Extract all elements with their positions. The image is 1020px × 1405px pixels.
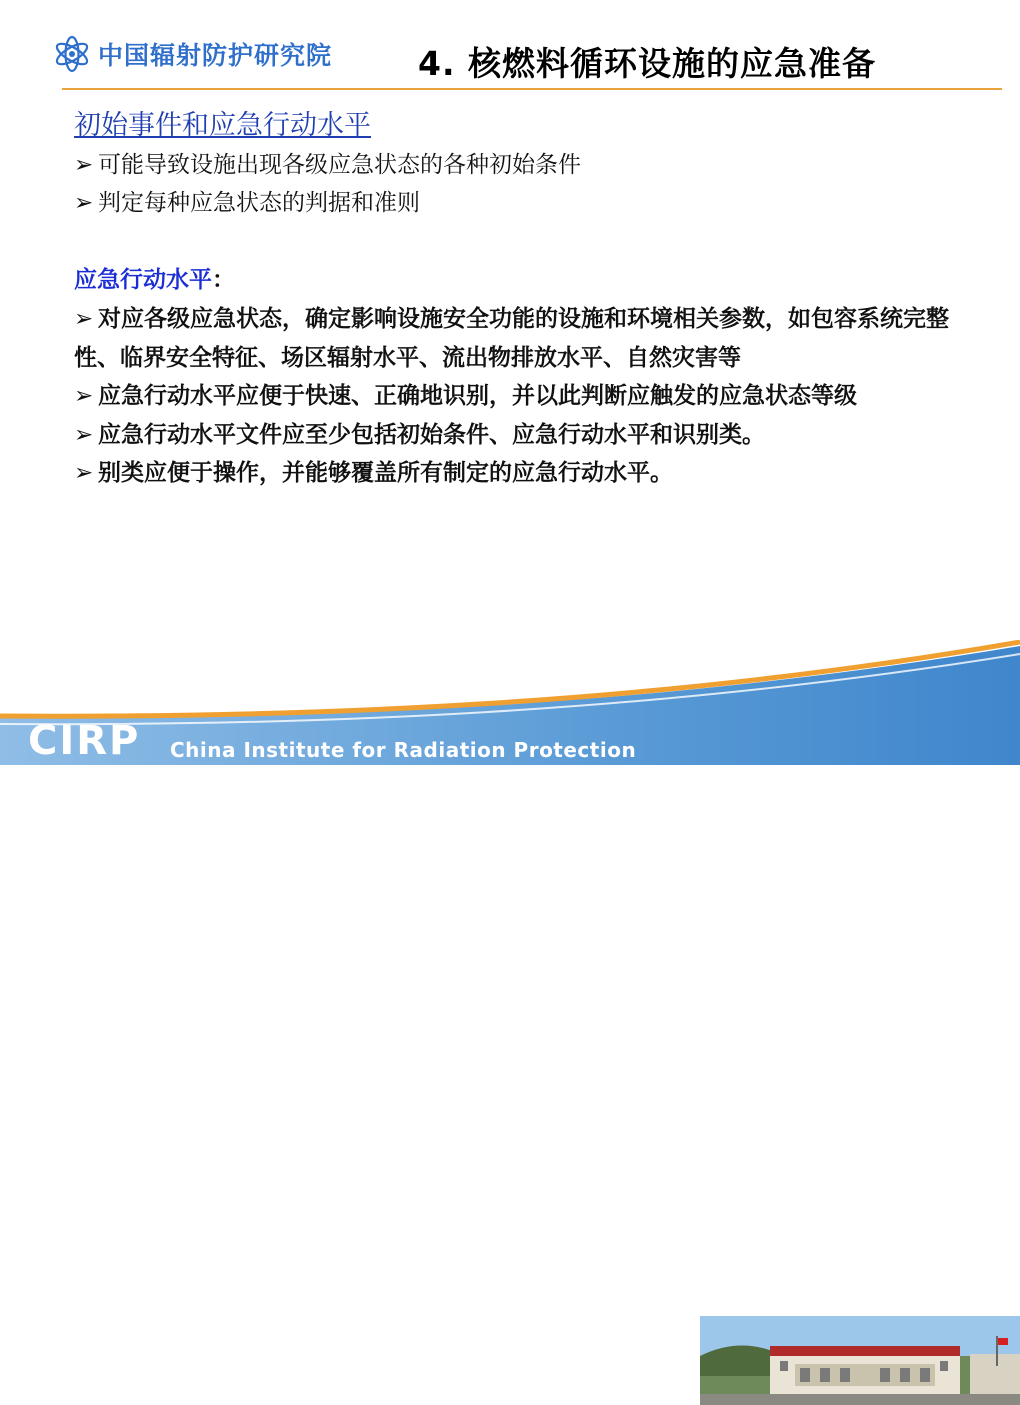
list-item: ➢ 应急行动水平应便于快速、正确地识别，并以此判断应触发的应急状态等级: [74, 377, 974, 416]
bullet-arrow-icon: ➢: [74, 383, 94, 409]
footer-org-name: China Institute for Radiation Protection: [170, 738, 637, 762]
bullet-arrow-icon: ➢: [74, 152, 94, 178]
bullet-arrow-icon: ➢: [74, 190, 94, 216]
org-logo: [52, 34, 332, 74]
bullet-arrow-icon: ➢: [74, 421, 94, 448]
slide-content: [74, 106, 974, 493]
subheading: 应急行动水平：: [74, 267, 235, 293]
building-photo: [700, 1316, 1020, 1405]
atom-icon: [52, 34, 92, 74]
section-link[interactable]: 初始事件和应急行动水平: [74, 110, 371, 141]
list-item: ➢ 判定每种应急状态的判据和准则: [74, 184, 974, 222]
list-item: ➢ 对应各级应急状态，确定影响设施安全功能的设施和环境相关参数，如包容系统完整性、临界安全特征、场区辐射水平、流出物排放水平、自然灾害等: [74, 300, 974, 377]
bullet-arrow-icon: ➢: [74, 460, 94, 486]
org-name: 中国辐射防护研究院: [98, 41, 333, 70]
list-item: ➢ 应急行动水平文件应至少包括初始条件、应急行动水平和识别类。: [74, 416, 974, 455]
header-divider: [62, 88, 1002, 90]
slide-title: 4. 核燃料循环设施的应急准备: [418, 44, 876, 83]
list-item: ➢ 别类应便于操作，并能够覆盖所有制定的应急行动水平。: [74, 454, 974, 493]
bullet-arrow-icon: ➢: [74, 306, 94, 332]
list-item: ➢ 可能导致设施出现各级应急状态的各种初始条件: [74, 146, 974, 184]
footer-acronym: CIRP: [28, 718, 141, 764]
slide-header: [0, 0, 1020, 92]
spacer: [74, 222, 974, 260]
